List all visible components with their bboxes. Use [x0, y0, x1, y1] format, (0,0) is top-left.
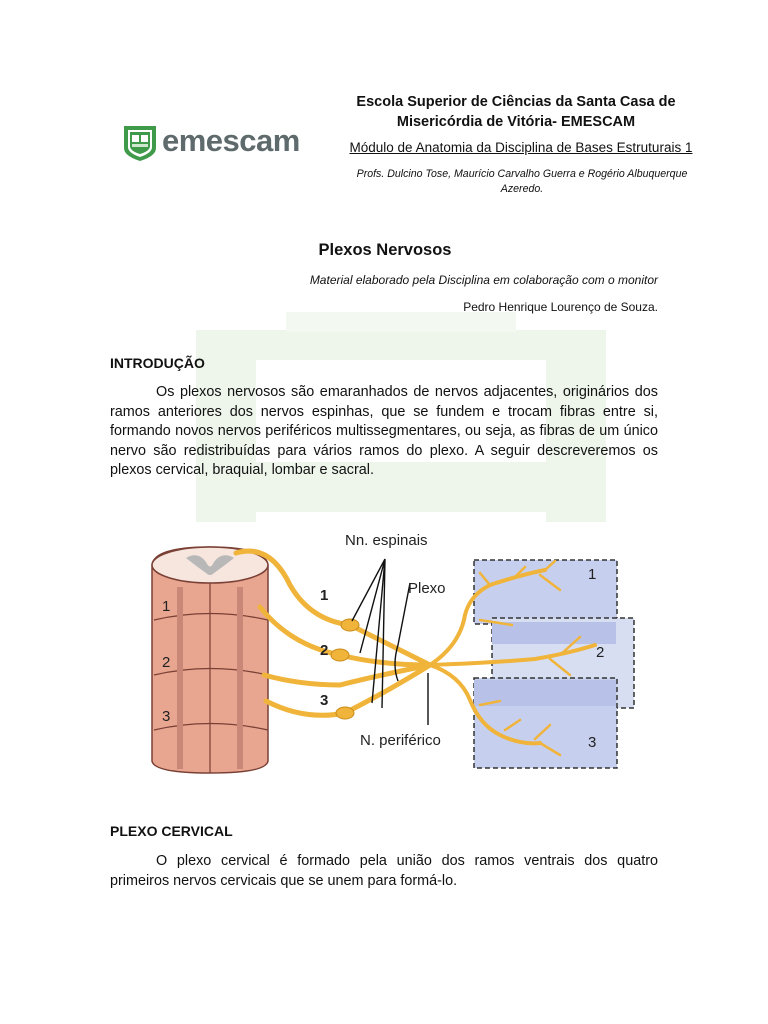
professors: Profs. Dulcino Tose, Maurício Carvalho Guerra e Rogério Albuquerque Azeredo. — [356, 168, 688, 195]
segment-number: 1 — [162, 598, 171, 615]
logo-text: emescam — [162, 123, 300, 158]
plexus-diagram — [140, 525, 640, 780]
institution-name: Escola Superior de Ciências da Santa Casa de Misericórdia de Vitória- EMESCAM — [356, 94, 676, 130]
section-heading-intro: INTRODUÇÃO — [110, 355, 205, 371]
page-title: Plexos Nervosos — [318, 241, 452, 259]
module-name: Módulo de Anatomia da Disciplina de Bases Estruturais 1 — [349, 140, 693, 155]
label-spinal-nerves: Nn. espinais — [345, 532, 428, 549]
label-peripheral-nerve: N. periférico — [360, 732, 441, 749]
label-plexus: Plexo — [408, 580, 446, 597]
section-heading-cervical: PLEXO CERVICAL — [110, 823, 233, 839]
document-subtitle: Material elaborado pela Disciplina em colaboração com o monitor — [309, 273, 658, 287]
ganglia — [331, 619, 359, 719]
document-author: Pedro Henrique Lourenço de Souza. — [463, 300, 658, 314]
nerve-number: 2 — [320, 642, 329, 659]
segment-number: 2 — [162, 654, 171, 671]
cervical-paragraph: O plexo cervical é formado pela união dos ramos ventrais dos quatro primeiros nervos cervicais que se unem para formá-lo. — [110, 853, 658, 889]
nerve-number: 1 — [320, 587, 329, 604]
nerve-number: 3 — [320, 692, 329, 709]
dermatome-regions — [474, 560, 634, 768]
intro-paragraph: Os plexos nervosos são emaranhados de nervos adjacentes, originários dos ramos anteriores dos nervos espinhas, que se fundem e trocam fibras entre si, formando novos nervos periféricos multissegmentares, ou seja, as fibras de um único nervo são redistribuídas para vários ramos do plexo. A seguir descreveremos os plexos cervical, braquial, lombar e sacral. — [110, 384, 658, 478]
spinal-cord — [152, 547, 268, 773]
region-number: 3 — [588, 734, 597, 751]
segment-number: 3 — [162, 708, 171, 725]
region-number: 1 — [588, 566, 597, 583]
shield-icon — [122, 122, 158, 162]
region-number: 2 — [596, 644, 605, 661]
emescam-logo — [122, 122, 300, 164]
